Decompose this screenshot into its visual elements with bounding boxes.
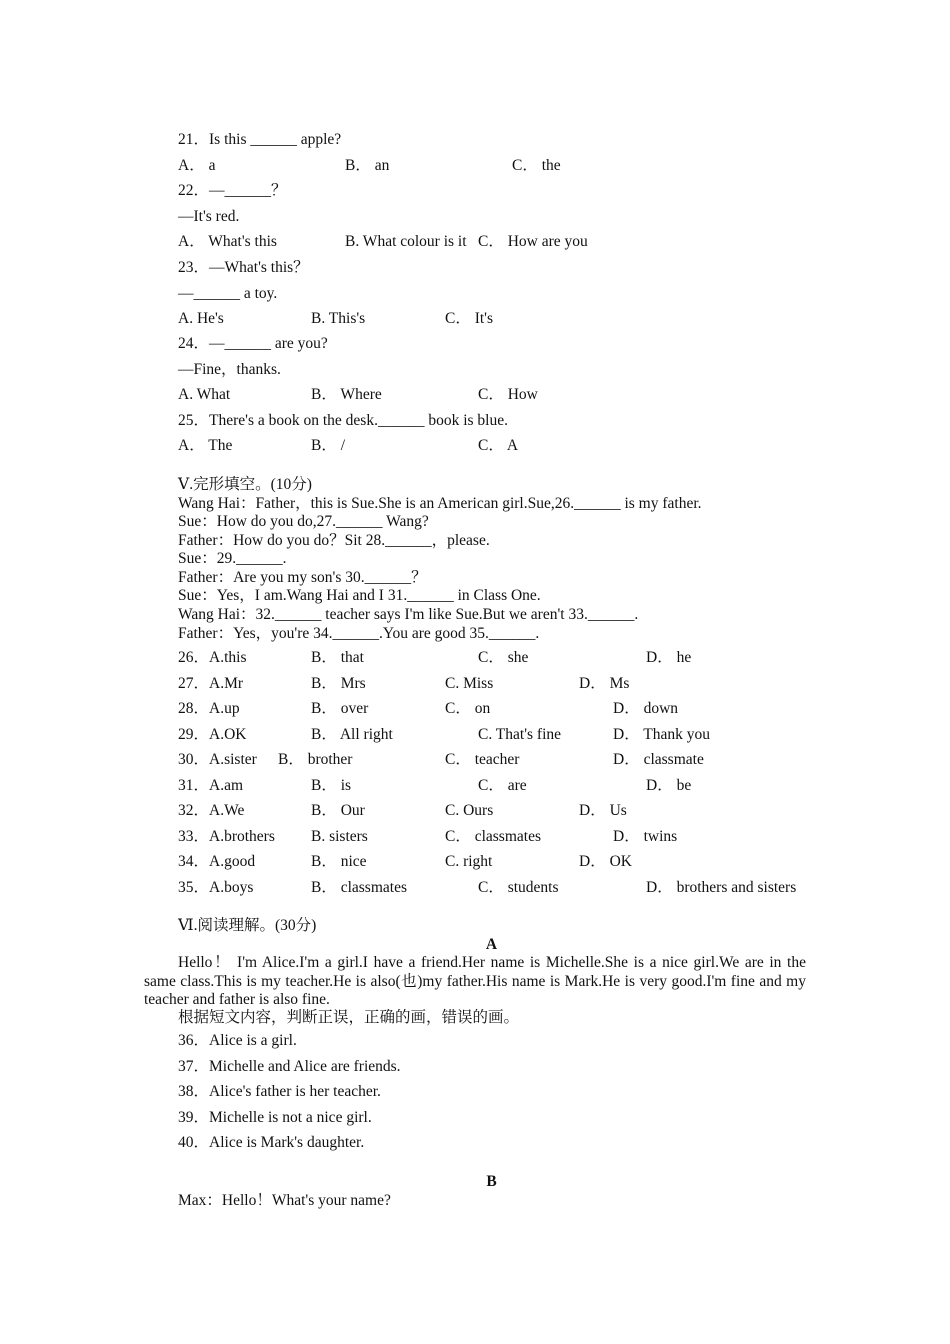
cloze-q34-b: B． nice bbox=[311, 853, 367, 870]
cloze-q29-d: D． Thank you bbox=[613, 726, 711, 743]
question-24 bbox=[178, 335, 328, 353]
option-a: A.sister bbox=[209, 751, 257, 768]
option-a: A.this bbox=[209, 649, 247, 666]
question-25 bbox=[178, 412, 508, 430]
cloze-q32-d: D． Us bbox=[579, 802, 627, 819]
option-a: A.brothers bbox=[209, 828, 275, 845]
option-a: A.up bbox=[209, 700, 240, 717]
option-25-b: B． / bbox=[311, 437, 346, 454]
passage-a-title: A bbox=[485, 936, 498, 953]
question-stem: Is this ______ apple? bbox=[209, 131, 342, 148]
cloze-q29 bbox=[178, 726, 246, 744]
cloze-line-8: Father：Yes，you're 34.______.You are good 35.______. bbox=[178, 625, 540, 642]
cloze-q34 bbox=[178, 853, 255, 871]
cloze-q28 bbox=[178, 700, 240, 718]
statement-36 bbox=[178, 1032, 297, 1050]
cloze-line-1: Wang Hai：Father，this is Sue.She is an American girl.Sue,26.______ is my father. bbox=[178, 495, 702, 512]
cloze-line-2: Sue：How do you do,27.______ Wang? bbox=[178, 513, 429, 530]
question-number: 31． bbox=[178, 777, 210, 794]
cloze-q31-b: B． is bbox=[311, 777, 352, 794]
option-a: A.boys bbox=[209, 879, 254, 896]
question-number: 40． bbox=[178, 1134, 210, 1151]
cloze-line-6: Sue：Yes，I am.Wang Hai and I 31.______ in Class One. bbox=[178, 587, 541, 604]
reply-22: —It's red. bbox=[178, 208, 240, 225]
cloze-q30 bbox=[178, 751, 257, 769]
cloze-q29-c: C. That's fine bbox=[478, 726, 562, 743]
statement-37 bbox=[178, 1058, 401, 1076]
question-stem: There's a book on the desk.______ book is blue. bbox=[209, 412, 508, 429]
question-number: 22． bbox=[178, 182, 210, 199]
cloze-q27 bbox=[178, 675, 243, 693]
question-number: 27． bbox=[178, 675, 210, 692]
cloze-line-4: Sue：29.______. bbox=[178, 550, 287, 567]
cloze-q35-d: D． brothers and sisters bbox=[646, 879, 797, 896]
option-a: A.OK bbox=[209, 726, 247, 743]
option-24-b: B． Where bbox=[311, 386, 382, 403]
cloze-q35-b: B． classmates bbox=[311, 879, 407, 896]
question-23 bbox=[178, 259, 309, 277]
cloze-q28-c: C． on bbox=[445, 700, 491, 717]
cloze-q33-c: C． classmates bbox=[445, 828, 541, 845]
cloze-q27-d: D． Ms bbox=[579, 675, 630, 692]
option-a: A.good bbox=[209, 853, 256, 870]
question-number: 25． bbox=[178, 412, 210, 429]
cloze-line-3: Father：How do you do？Sit 28.______，please. bbox=[178, 532, 490, 549]
cloze-q26-c: C． she bbox=[478, 649, 529, 666]
cloze-q29-b: B． All right bbox=[311, 726, 393, 743]
cloze-q26-d: D． he bbox=[646, 649, 692, 666]
option-25-a: A． The bbox=[178, 437, 233, 454]
option-21-b: B． an bbox=[345, 157, 390, 174]
question-stem: —______？ bbox=[209, 182, 287, 199]
question-22 bbox=[178, 182, 287, 200]
cloze-q33-b: B. sisters bbox=[311, 828, 368, 845]
option-23-c: C． It's bbox=[445, 310, 494, 327]
cloze-q32-b: B． Our bbox=[311, 802, 365, 819]
reading-instruction: 根据短文内容，判断正误，正确的画，错误的画。 bbox=[178, 1009, 520, 1026]
cloze-q30-b: B． brother bbox=[278, 751, 353, 768]
cloze-q31 bbox=[178, 777, 243, 795]
cloze-q31-c: C． are bbox=[478, 777, 527, 794]
statement-text: Michelle is not a nice girl. bbox=[209, 1109, 372, 1126]
question-number: 36． bbox=[178, 1032, 210, 1049]
option-24-c: C． How bbox=[478, 386, 538, 403]
statement-text: Alice's father is her teacher. bbox=[209, 1083, 381, 1100]
cloze-q30-d: D． classmate bbox=[613, 751, 704, 768]
statement-38 bbox=[178, 1083, 381, 1101]
question-number: 34． bbox=[178, 853, 210, 870]
option-24-a: A. What bbox=[178, 386, 231, 403]
cloze-q35-c: C． students bbox=[478, 879, 559, 896]
cloze-q34-c: C. right bbox=[445, 853, 493, 870]
question-stem: —What's this？ bbox=[209, 259, 309, 276]
cloze-q33 bbox=[178, 828, 275, 846]
option-21-a: A． a bbox=[178, 157, 216, 174]
cloze-q27-c: C. Miss bbox=[445, 675, 494, 692]
question-number: 23． bbox=[178, 259, 210, 276]
cloze-q33-d: D． twins bbox=[613, 828, 678, 845]
cloze-q32 bbox=[178, 802, 244, 820]
passage-b-title: B bbox=[486, 1173, 497, 1190]
statement-40 bbox=[178, 1134, 364, 1152]
option-23-b: B. This's bbox=[311, 310, 366, 327]
question-number: 21． bbox=[178, 131, 210, 148]
option-a: A.am bbox=[209, 777, 244, 794]
passage-b-line-1: Max：Hello！What's your name? bbox=[178, 1192, 391, 1209]
question-number: 30． bbox=[178, 751, 210, 768]
question-number: 32． bbox=[178, 802, 210, 819]
option-21-c: C． the bbox=[512, 157, 561, 174]
option-a: A.We bbox=[209, 802, 245, 819]
question-number: 39． bbox=[178, 1109, 210, 1126]
question-number: 26． bbox=[178, 649, 210, 666]
question-number: 38． bbox=[178, 1083, 210, 1100]
cloze-q35 bbox=[178, 879, 253, 897]
question-number: 33． bbox=[178, 828, 210, 845]
passage-a-text: Hello！ I'm Alice.I'm a girl.I have a friend.Her name is Michelle.She is a nice girl.We are in the same class.This is my teacher.He is also(也)my father.His name is Mark.He is very good.I'm fine and my teacher and father is also fine. bbox=[144, 954, 806, 1008]
cloze-line-5: Father：Are you my son's 30.______？ bbox=[178, 569, 427, 586]
passage-a bbox=[144, 954, 806, 1010]
cloze-heading: Ⅴ.完形填空。(10分) bbox=[178, 476, 312, 493]
cloze-q28-d: D． down bbox=[613, 700, 679, 717]
question-number: 24． bbox=[178, 335, 210, 352]
cloze-q28-b: B． over bbox=[311, 700, 369, 717]
cloze-q32-c: C. Ours bbox=[445, 802, 494, 819]
reply-24: —Fine，thanks. bbox=[178, 361, 281, 378]
reading-heading: Ⅵ.阅读理解。(30分) bbox=[178, 917, 317, 934]
question-21 bbox=[178, 131, 341, 149]
question-number: 29． bbox=[178, 726, 210, 743]
option-a: A.Mr bbox=[209, 675, 244, 692]
question-number: 35． bbox=[178, 879, 210, 896]
statement-text: Michelle and Alice are friends. bbox=[209, 1058, 401, 1075]
cloze-q34-d: D． OK bbox=[579, 853, 632, 870]
cloze-line-7: Wang Hai：32.______ teacher says I'm like Sue.But we aren't 33.______. bbox=[178, 606, 639, 623]
cloze-q30-c: C． teacher bbox=[445, 751, 520, 768]
option-22-b: B. What colour is it bbox=[345, 233, 467, 250]
reply-23: —______ a toy. bbox=[178, 285, 278, 302]
statement-text: Alice is a girl. bbox=[209, 1032, 297, 1049]
cloze-q26-b: B． that bbox=[311, 649, 364, 666]
cloze-q31-d: D． be bbox=[646, 777, 692, 794]
option-23-a: A. He's bbox=[178, 310, 224, 327]
statement-text: Alice is Mark's daughter. bbox=[209, 1134, 365, 1151]
statement-39 bbox=[178, 1109, 372, 1127]
question-stem: —______ are you? bbox=[209, 335, 328, 352]
question-number: 28． bbox=[178, 700, 210, 717]
cloze-q26 bbox=[178, 649, 246, 667]
cloze-q27-b: B． Mrs bbox=[311, 675, 366, 692]
option-22-a: A． What's this bbox=[178, 233, 277, 250]
option-22-c: C． How are you bbox=[478, 233, 588, 250]
question-number: 37． bbox=[178, 1058, 210, 1075]
option-25-c: C． A bbox=[478, 437, 519, 454]
